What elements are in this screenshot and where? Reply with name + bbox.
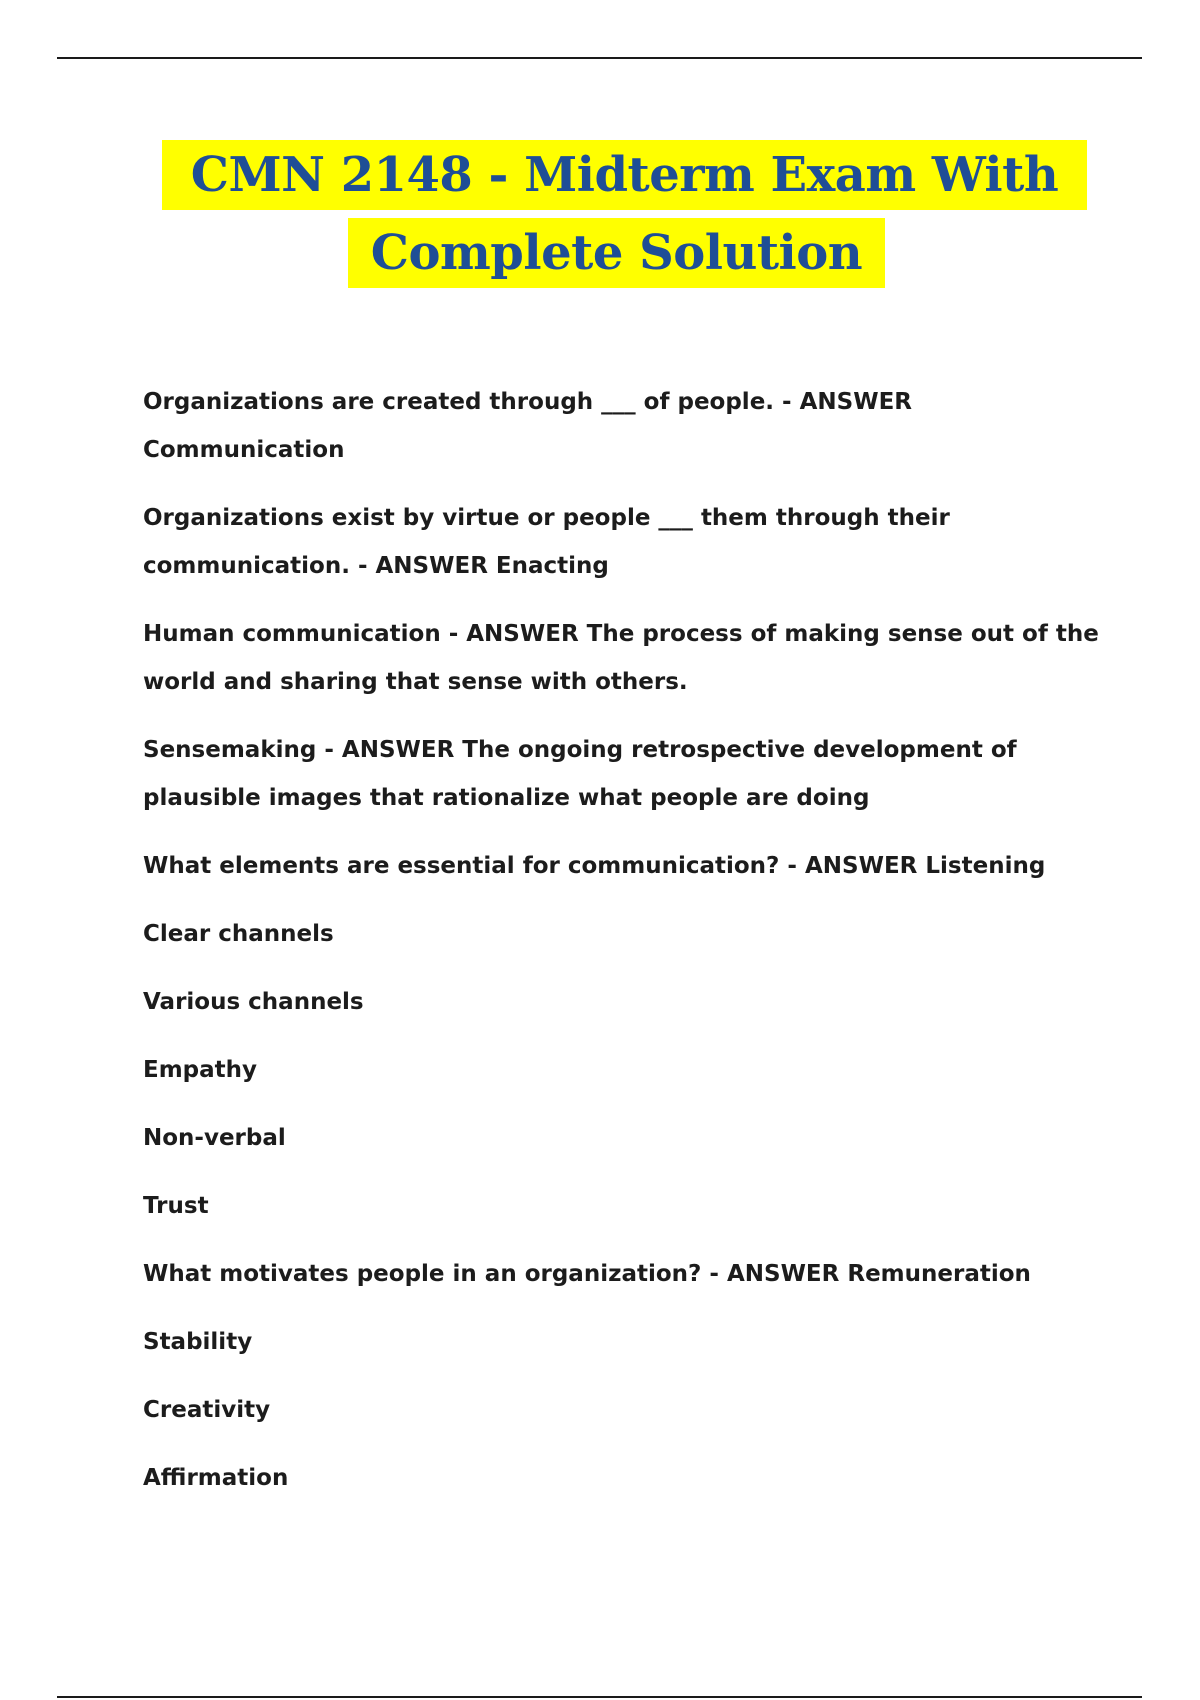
answer-item: Stability — [143, 1329, 253, 1355]
answer-item: Trust — [143, 1193, 209, 1219]
answer-item: Clear channels — [143, 921, 334, 947]
question-answer: Organizations exist by virtue or people ___ them through their communication. - ANSWER Enacting — [143, 505, 950, 579]
top-rule — [57, 57, 1142, 59]
answer-item: Affirmation — [143, 1465, 289, 1491]
bottom-rule — [57, 1696, 1142, 1698]
answer-item: Creativity — [143, 1397, 271, 1423]
title-line-2: Complete Solution — [348, 218, 885, 288]
question-answer: Organizations are created through ___ of people. - ANSWER Communication — [143, 389, 912, 463]
answer-item: Various channels — [143, 989, 364, 1015]
question-answer: Sensemaking - ANSWER The ongoing retrospective development of plausible images that rationalize what people are doing — [143, 737, 1017, 811]
question-answer: What motivates people in an organization? - ANSWER Remuneration — [143, 1261, 1031, 1287]
answer-item: Empathy — [143, 1057, 258, 1083]
question-answer: What elements are essential for communication? - ANSWER Listening — [143, 853, 1046, 879]
document-body — [143, 378, 1103, 1522]
answer-item: Non-verbal — [143, 1125, 286, 1151]
question-answer: Human communication - ANSWER The process of making sense out of the world and sharing that sense with others. — [143, 621, 1099, 695]
title-line-1: CMN 2148 - Midterm Exam With — [162, 140, 1087, 210]
